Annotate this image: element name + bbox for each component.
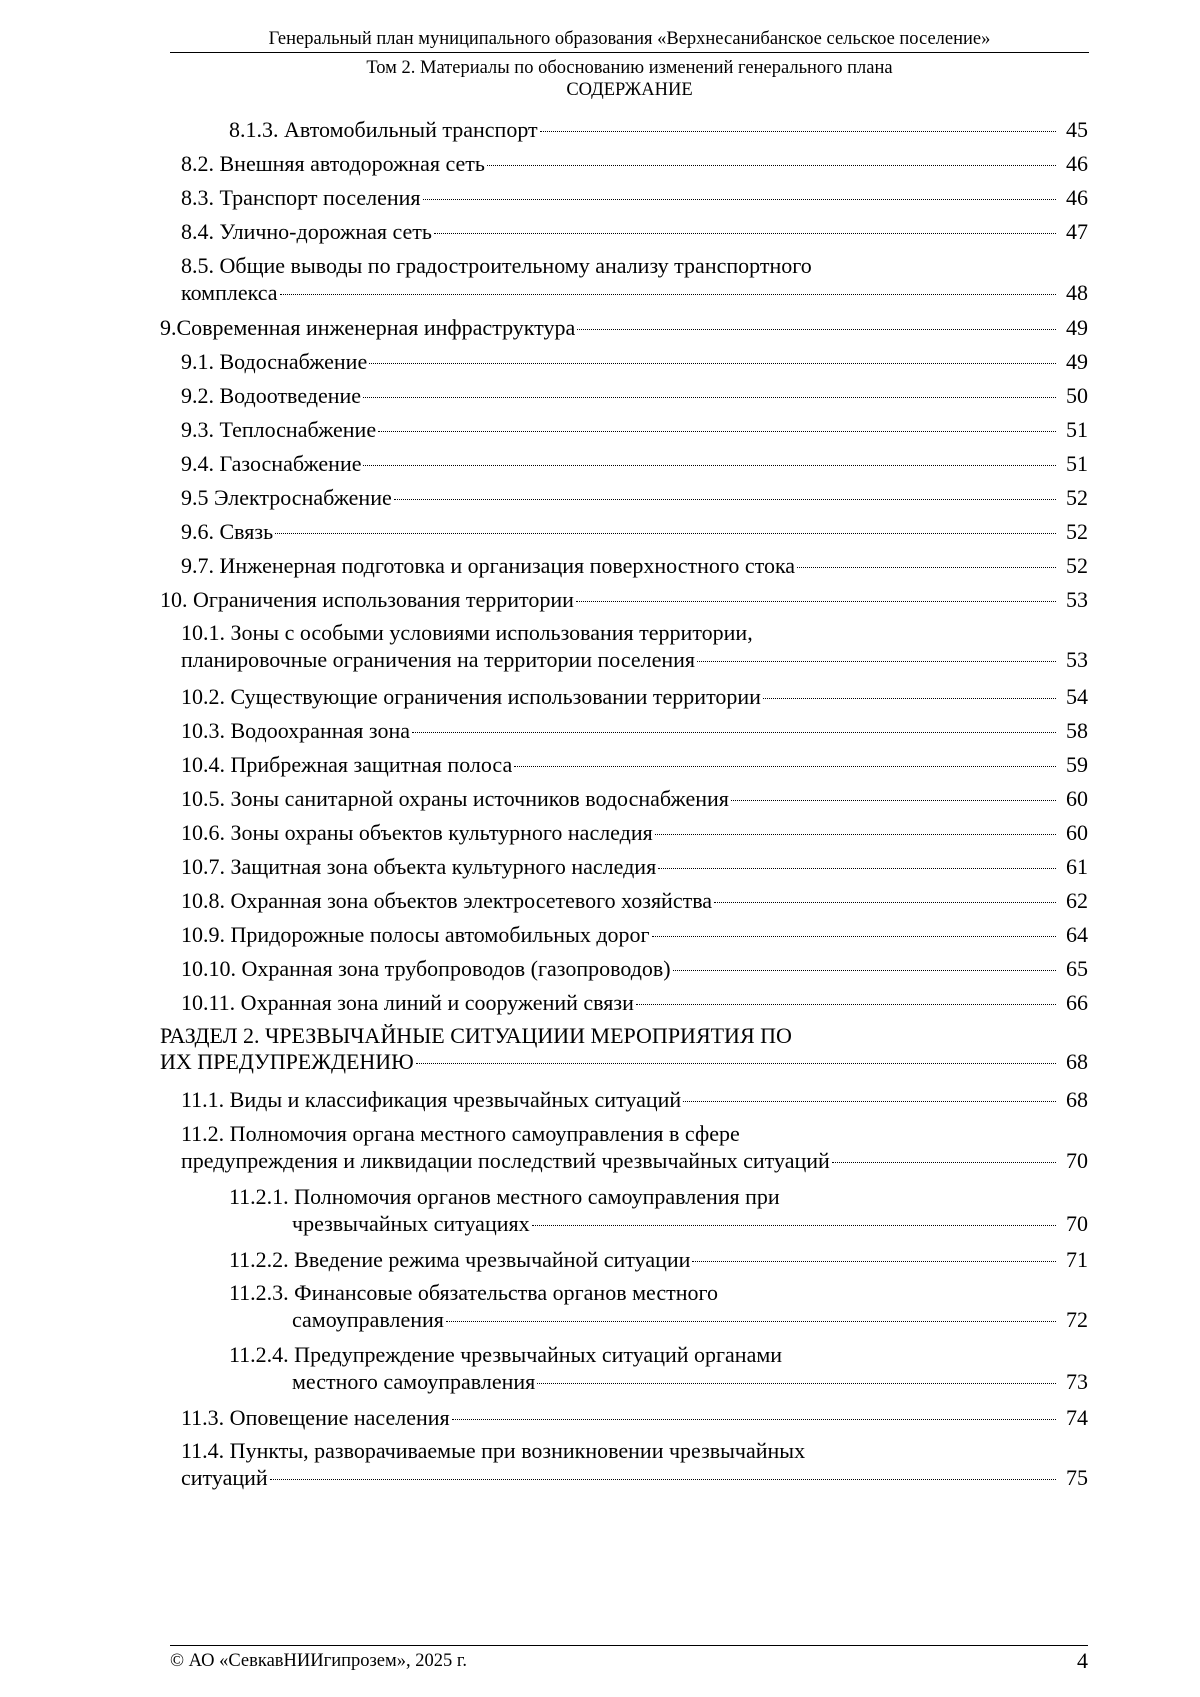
toc-leader [363,465,1056,466]
toc-leader [434,233,1056,234]
toc-entry-title: 10. Ограничения использования территории [160,587,574,612]
toc-entry-title-line1: 11.2.3. Финансовые обязательства органов местного [229,1280,718,1305]
toc-entry[interactable] [181,416,1088,444]
footer-divider [170,1645,1088,1646]
toc-entry[interactable] [181,751,1088,779]
toc-entry-title: 10.5. Зоны санитарной охраны источников водоснабжения [181,786,729,811]
toc-leader [658,868,1056,869]
toc-leader [652,936,1056,937]
toc-leader [714,902,1056,903]
toc-entry[interactable] [181,989,1088,1017]
toc-page-number: 45 [1066,117,1088,142]
toc-page-number: 51 [1066,417,1088,442]
toc-entry[interactable] [160,586,1088,614]
toc-entry-title: 10.2. Существующие ограничения использовании территории [181,684,761,709]
toc-entry[interactable] [181,150,1088,178]
toc-page-number: 72 [1066,1307,1088,1332]
toc-leader [378,431,1056,432]
page-footer [170,1645,1088,1672]
toc-page-number: 60 [1066,786,1088,811]
toc-entry-title: 8.1.3. Автомобильный транспорт [229,117,538,142]
toc-leader [655,834,1056,835]
toc-entry-title: 10.10. Охранная зона трубопроводов (газопроводов) [181,956,671,981]
toc-entry[interactable] [181,1404,1088,1432]
document-title: Генеральный план муниципального образования «Верхнесанибанское сельское поселение» [268,29,991,49]
toc-entry[interactable] [229,116,1088,144]
volume-title: Том 2. Материалы по обоснованию изменений генерального плана [366,58,893,78]
toc-leader [369,363,1056,364]
toc-page-number: 53 [1066,647,1088,672]
toc-entry-title: 10.7. Защитная зона объекта культурного наследия [181,854,657,879]
toc-entry-title: 8.3. Транспорт поселения [181,185,421,210]
toc-entry[interactable] [181,683,1088,711]
toc-leader [446,1321,1056,1322]
toc-entry[interactable] [181,955,1088,983]
toc-entry-title-line1: РАЗДЕЛ 2. ЧРЕЗВЫЧАЙНЫЕ СИТУАЦИИИ МЕРОПРИЯТИЯ ПО [160,1023,792,1048]
toc-leader [280,294,1056,295]
toc-entry[interactable] [181,382,1088,410]
toc-leader [683,1101,1056,1102]
toc-entry-title: предупреждения и ликвидации последствий чрезвычайных ситуаций [181,1148,830,1173]
toc-page-number: 48 [1066,280,1088,305]
toc-entry[interactable] [181,218,1088,246]
toc-entry-title-line1: 11.2. Полномочия органа местного самоуправления в сфере [181,1121,740,1146]
toc-entry[interactable] [181,853,1088,881]
toc-leader [394,499,1056,500]
toc-entry[interactable] [181,552,1088,580]
toc-page-number: 47 [1066,219,1088,244]
toc-entry-title: 11.3. Оповещение населения [181,1405,450,1430]
page-header [170,28,1089,101]
toc-leader [577,329,1056,330]
toc-leader [692,1261,1056,1262]
toc-page-number: 62 [1066,888,1088,913]
toc-entry[interactable] [181,1120,1088,1175]
toc-page-number: 75 [1066,1465,1088,1490]
toc-page-number: 66 [1066,990,1088,1015]
toc-page-number: 52 [1066,519,1088,544]
toc-entry[interactable] [181,819,1088,847]
toc-page-number: 49 [1066,315,1088,340]
toc-page-number: 52 [1066,553,1088,578]
toc-leader [576,601,1056,602]
toc-entry-title: 10.8. Охранная зона объектов электросетевого хозяйства [181,888,713,913]
toc-leader [270,1479,1056,1480]
toc-entry[interactable] [181,785,1088,813]
toc-leader [487,165,1056,166]
toc-page-number: 46 [1066,185,1088,210]
toc-page-number: 49 [1066,349,1088,374]
toc-page-number: 50 [1066,383,1088,408]
toc-leader [423,199,1056,200]
toc-entry-title: 9.Современная инженерная инфраструктура [160,315,576,340]
toc-page-number: 59 [1066,752,1088,777]
toc-entry-title-line1: 10.1. Зоны с особыми условиями использования территории, [181,620,753,645]
toc-leader [532,1225,1056,1226]
toc-entry[interactable] [181,252,1088,307]
toc-entry-title: местного самоуправления [292,1369,536,1394]
toc-entry-title: 9.4. Газоснабжение [181,451,362,476]
toc-leader [412,732,1056,733]
toc-leader [416,1063,1056,1064]
toc-entry-title: ИХ ПРЕДУПРЕЖДЕНИЮ [160,1049,414,1074]
toc-entry-title: 10.3. Водоохранная зона [181,718,410,743]
toc-entry-title-line1: 8.5. Общие выводы по градостроительному анализу транспортного [181,253,812,278]
page-number: 4 [1077,1648,1088,1673]
toc-entry[interactable] [229,1341,1088,1396]
toc-entry-title: 9.7. Инженерная подготовка и организация поверхностного стока [181,553,796,578]
toc-page-number: 68 [1066,1049,1088,1074]
toc-entry-title: комплекса [181,280,278,305]
toc-page-number: 54 [1066,684,1088,709]
toc-entry[interactable] [181,184,1088,212]
toc-entry-title: самоуправления [292,1307,444,1332]
toc-leader [731,800,1056,801]
toc-leader [452,1419,1056,1420]
toc-page-number: 58 [1066,718,1088,743]
toc-entry-title: 11.2.2. Введение режима чрезвычайной ситуации [229,1247,691,1272]
toc-page-number: 53 [1066,587,1088,612]
toc-leader [540,131,1056,132]
toc-entry-title: 9.3. Теплоснабжение [181,417,377,442]
toc-leader [514,766,1056,767]
toc-entry[interactable] [181,1437,1088,1492]
toc-leader [697,661,1056,662]
toc-entry-title: 9.1. Водоснабжение [181,349,368,374]
toc-leader [537,1383,1056,1384]
toc-page-number: 46 [1066,151,1088,176]
toc-page-number: 52 [1066,485,1088,510]
toc-entry[interactable] [181,518,1088,546]
toc-entry-title: 10.4. Прибрежная защитная полоса [181,752,513,777]
toc-leader [363,397,1056,398]
toc-entry[interactable] [229,1279,1088,1334]
toc-leader [763,698,1056,699]
copyright-notice: © АО «СевкавНИИгипрозем», 2025 г. [170,1651,467,1671]
toc-entry-title: ситуаций [181,1465,268,1490]
toc-entry-title: планировочные ограничения на территории поселения [181,647,696,672]
contents-heading: СОДЕРЖАНИЕ [566,80,693,100]
toc-entry[interactable] [229,1246,1088,1274]
toc-entry[interactable] [181,484,1088,512]
toc-leader [673,970,1056,971]
header-divider [170,52,1089,53]
toc-entry-title-line1: 11.2.1. Полномочия органов местного самоуправления при [229,1184,780,1209]
toc-page-number: 61 [1066,854,1088,879]
toc-page-number: 65 [1066,956,1088,981]
toc-entry-title: 8.2. Внешняя автодорожная сеть [181,151,485,176]
toc-entry-title: чрезвычайных ситуациях [292,1211,530,1236]
toc-page-number: 68 [1066,1087,1088,1112]
toc-entry[interactable] [160,314,1088,342]
toc-leader [797,567,1056,568]
toc-entry[interactable] [181,1086,1088,1114]
toc-entry[interactable] [181,887,1088,915]
toc-entry[interactable] [181,348,1088,376]
toc-entry[interactable] [181,921,1088,949]
toc-leader [832,1162,1056,1163]
toc-entry[interactable] [181,450,1088,478]
toc-entry-title-line1: 11.2.4. Предупреждение чрезвычайных ситуаций органами [229,1342,783,1367]
toc-entry-title-line1: 11.4. Пункты, разворачиваемые при возникновении чрезвычайных [181,1438,806,1463]
toc-entry-title: 9.2. Водоотведение [181,383,362,408]
toc-leader [275,533,1056,534]
toc-entry[interactable] [181,619,1088,674]
toc-entry-title: 10.9. Придорожные полосы автомобильных дорог [181,922,650,947]
toc-entry[interactable] [181,717,1088,745]
toc-entry-title: 8.4. Улично-дорожная сеть [181,219,432,244]
toc-entry[interactable] [229,1183,1088,1238]
toc-entry-title: 10.11. Охранная зона линий и сооружений связи [181,990,634,1015]
toc-page-number: 74 [1066,1405,1088,1430]
toc-page-number: 64 [1066,922,1088,947]
toc-page-number: 60 [1066,820,1088,845]
toc-entry-title: 10.6. Зоны охраны объектов культурного наследия [181,820,653,845]
toc-page-number: 73 [1066,1369,1088,1394]
toc-entry-title: 11.1. Виды и классификация чрезвычайных ситуаций [181,1087,682,1112]
toc-page-number: 51 [1066,451,1088,476]
toc-section-entry[interactable] [160,1022,1088,1076]
toc-leader [636,1004,1056,1005]
toc-page-number: 70 [1066,1211,1088,1236]
toc-page-number: 71 [1066,1247,1088,1272]
toc-page-number: 70 [1066,1148,1088,1173]
toc-entry-title: 9.5 Электроснабжение [181,485,392,510]
toc-entry-title: 9.6. Связь [181,519,274,544]
